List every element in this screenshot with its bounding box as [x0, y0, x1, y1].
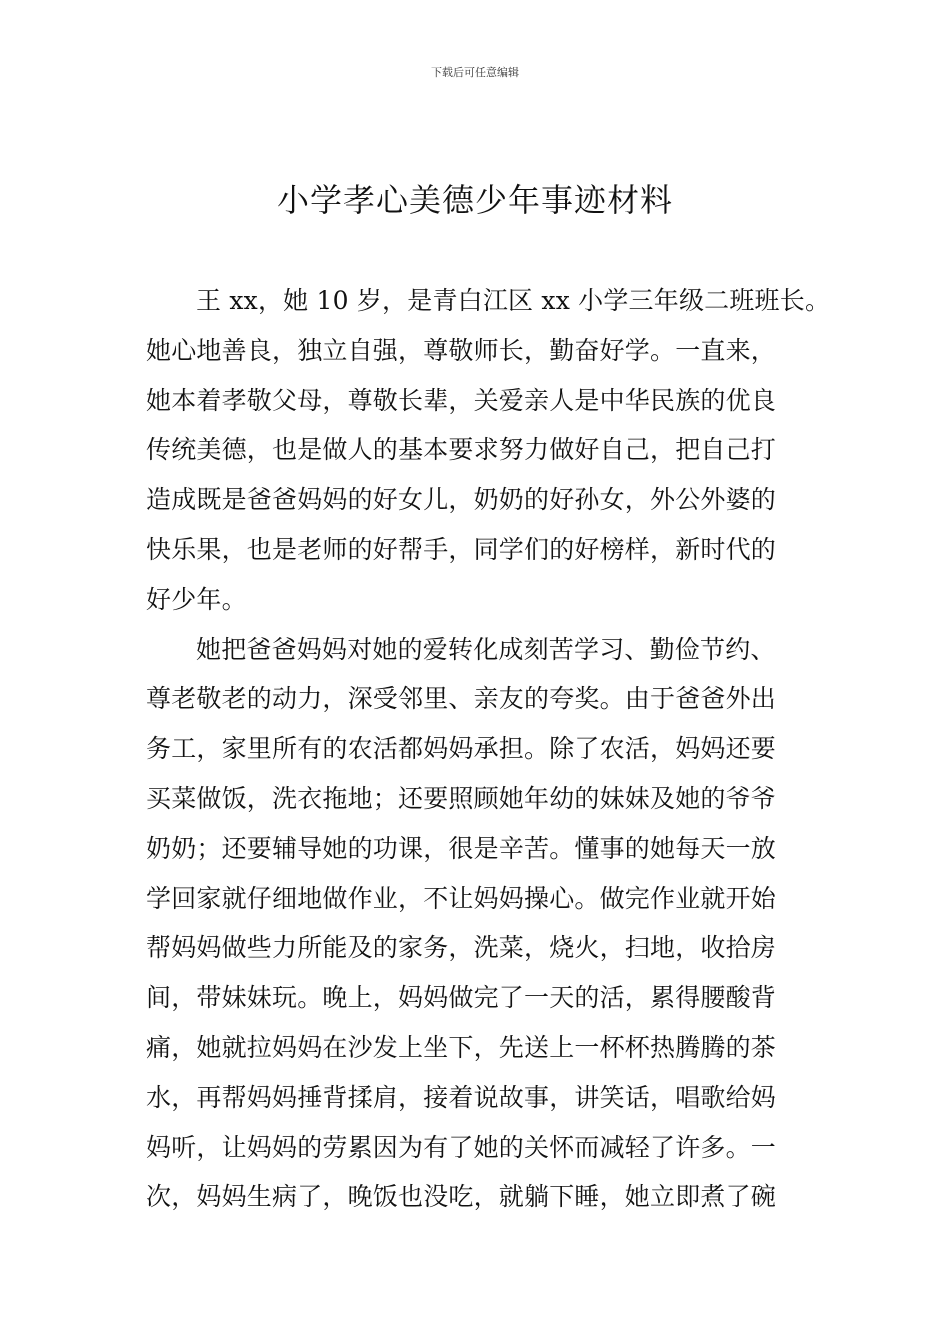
paragraph-line: 务工，家里所有的农活都妈妈承担。除了农活，妈妈还要 [146, 734, 777, 764]
paragraph-line: 尊老敬老的动力，深受邻里、亲友的夸奖。由于爸爸外出 [146, 684, 777, 714]
paragraph-line: 造成既是爸爸妈妈的好女儿，奶奶的好孙女，外公外婆的 [146, 485, 777, 515]
paragraph-line: 帮妈妈做些力所能及的家务，洗菜，烧火，扫地，收拾房 [146, 933, 777, 963]
paragraph-line: 水，再帮妈妈捶背揉肩，接着说故事，讲笑话，唱歌给妈 [146, 1082, 777, 1112]
document-title: 小学孝心美德少年事迹材料 [276, 181, 673, 219]
paragraph-line: 学回家就仔细地做作业，不让妈妈操心。做完作业就开始 [146, 883, 777, 913]
paragraph-line: 买菜做饭，洗衣拖地；还要照顾她年幼的妹妹及她的爷爷 [146, 783, 777, 813]
paragraph-2 [146, 625, 826, 1223]
paragraph-line: 她把爸爸妈妈对她的爱转化成刻苦学习、勤俭节约、 [196, 634, 776, 664]
paragraph-line: 痛，她就拉妈妈在沙发上坐下，先送上一杯杯热腾腾的茶 [146, 1032, 777, 1062]
document-body [146, 276, 831, 1222]
paragraph-1 [146, 276, 831, 625]
paragraph-line: 奶奶；还要辅导她的功课，很是辛苦。懂事的她每天一放 [146, 833, 777, 863]
paragraph-line: 妈听，让妈妈的劳累因为有了她的关怀而减轻了许多。一 [146, 1132, 777, 1162]
paragraph-line: 快乐果，也是老师的好帮手，同学们的好榜样，新时代的 [146, 534, 777, 564]
paragraph-line: 间，带妹妹玩。晚上，妈妈做完了一天的活，累得腰酸背 [146, 983, 777, 1013]
paragraph-line: 她本着孝敬父母，尊敬长辈，关爱亲人是中华民族的优良 [146, 385, 777, 415]
paragraph-line: 好少年。 [146, 584, 247, 614]
paragraph-line: 次，妈妈生病了，晚饭也没吃，就躺下睡，她立即煮了碗 [146, 1182, 777, 1212]
paragraph-line: 王 xx，她 10 岁，是青白江区 xx 小学三年级二班班长。 [196, 286, 831, 315]
paragraph-line: 传统美德，也是做人的基本要求努力做好自己，把自己打 [146, 435, 777, 465]
header-note: 下载后可任意编辑 [431, 66, 519, 79]
paragraph-line: 她心地善良，独立自强，尊敬师长，勤奋好学。一直来， [146, 335, 777, 365]
